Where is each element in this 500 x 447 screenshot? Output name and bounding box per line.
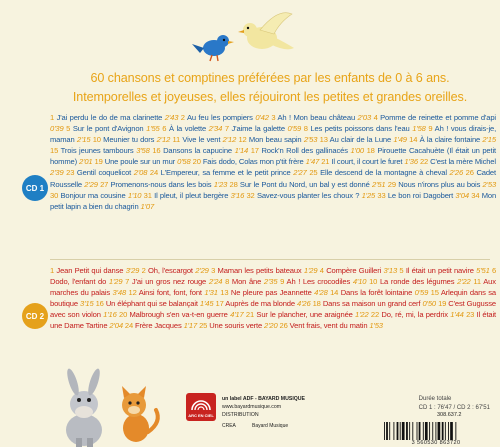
track-title: Une poule sur un mur bbox=[104, 157, 176, 167]
track-duration: 2'53 bbox=[303, 135, 318, 145]
track-item bbox=[142, 266, 209, 275]
track-title: L'Empereur, sa femme et le petit prince bbox=[160, 168, 291, 178]
track-title: Un éléphant qui se balançait bbox=[105, 299, 198, 309]
track-duration: 3'15 bbox=[80, 299, 94, 309]
track-duration: 1'14 bbox=[234, 146, 249, 156]
track-number: 3 bbox=[211, 266, 216, 275]
track-title: Fais dodo, Colas mon p'tit frère bbox=[202, 157, 304, 167]
track-number: 14 bbox=[330, 288, 339, 298]
track-item bbox=[199, 321, 278, 330]
duration-label: Durée totale bbox=[418, 396, 452, 402]
track-title: Auprès de ma blonde bbox=[225, 299, 295, 309]
track-duration: 0'50 bbox=[422, 299, 436, 309]
track-number: 2 bbox=[141, 266, 146, 275]
track-duration: 1'23 bbox=[213, 179, 228, 189]
track-title: Dans sa maison un grand cerf bbox=[322, 299, 421, 309]
barcode-bar bbox=[386, 422, 388, 440]
track-number: 22 bbox=[419, 157, 429, 167]
track-duration: 2'26 bbox=[449, 168, 464, 178]
barcode-bar bbox=[438, 422, 441, 440]
track-title: Ah ! Les crocodiles bbox=[286, 277, 351, 287]
track-number: 34 bbox=[471, 190, 480, 200]
track-item bbox=[181, 113, 269, 122]
track-title: Dans la forêt lointaine bbox=[340, 288, 413, 298]
track-number: 26 bbox=[465, 168, 474, 178]
track-item bbox=[321, 157, 418, 166]
track-item bbox=[50, 266, 139, 275]
track-title: Sur le pont d'Avignon bbox=[72, 124, 144, 134]
track-item bbox=[320, 135, 407, 144]
track-title: Savez-vous planter les choux ? bbox=[256, 190, 360, 200]
track-title: Frère Jacques bbox=[135, 321, 182, 331]
track-number: 30 bbox=[50, 190, 59, 200]
track-duration: 1'58 bbox=[412, 124, 426, 134]
track-number: 8 bbox=[225, 277, 230, 287]
track-number: 23 bbox=[466, 310, 475, 320]
track-duration: 1'29 bbox=[108, 277, 123, 287]
track-title: C'est la mère Michel bbox=[430, 157, 496, 167]
divider bbox=[50, 259, 490, 260]
barcode-bar bbox=[397, 422, 399, 440]
track-duration: 1'07 bbox=[140, 201, 155, 211]
track-title: Dansons la capucine bbox=[163, 146, 232, 156]
track-item bbox=[246, 191, 375, 200]
barcode-bar bbox=[417, 422, 418, 440]
track-number: 1 bbox=[50, 266, 55, 275]
track-duration: 1'17 bbox=[183, 321, 198, 331]
track-duration: 2'35 bbox=[263, 277, 278, 287]
barcode-bar bbox=[445, 422, 446, 440]
track-number: 1 bbox=[50, 113, 55, 122]
track-item bbox=[225, 124, 301, 133]
track-item bbox=[313, 299, 436, 308]
track-number: 20 bbox=[192, 157, 201, 167]
track-title: Au clair de la Lune bbox=[329, 135, 392, 145]
track-duration: 0'42 bbox=[255, 113, 269, 122]
track-title: Rock'n Roll des gallinacés bbox=[261, 146, 348, 156]
track-item bbox=[216, 299, 311, 308]
track-item bbox=[100, 180, 227, 189]
track-item bbox=[238, 135, 317, 144]
barcode-bar bbox=[435, 422, 436, 440]
barcode-bar bbox=[448, 422, 449, 440]
track-number: 17 bbox=[250, 146, 259, 156]
track-duration: 1'29 bbox=[303, 266, 318, 275]
barcode-number: 3 560530 863720 bbox=[411, 440, 461, 446]
track-title: Compère Guilleri bbox=[326, 266, 382, 275]
track-title: Bonjour ma cousine bbox=[60, 190, 126, 200]
track-item bbox=[66, 168, 147, 177]
track-number: 29 bbox=[387, 179, 396, 189]
track-item bbox=[144, 191, 245, 200]
track-number: 19 bbox=[94, 157, 103, 167]
bayard-musique-logo: Bayard Musique bbox=[252, 423, 289, 429]
barcode-bar bbox=[432, 422, 433, 440]
track-number: 15 bbox=[430, 288, 439, 298]
track-duration: 2'12 bbox=[222, 135, 237, 145]
crea-logo: CREA bbox=[222, 423, 236, 429]
track-number: 11 bbox=[172, 135, 181, 145]
track-item bbox=[50, 146, 150, 155]
track-duration: 2'43 bbox=[164, 113, 179, 122]
track-number: 10 bbox=[92, 135, 101, 145]
track-title: Il pleut, il pleut bergère bbox=[154, 190, 229, 200]
track-title: Vive le vent bbox=[182, 135, 221, 145]
track-title: Mon âne bbox=[231, 277, 262, 287]
track-title: Jean Petit qui danse bbox=[56, 266, 124, 275]
track-number: 25 bbox=[309, 168, 318, 178]
track-title: Promenons-nous dans les bois bbox=[110, 179, 212, 189]
track-number: 12 bbox=[238, 135, 247, 145]
cd1-tracklist bbox=[50, 112, 496, 212]
track-title: Oh, l'escargot bbox=[148, 266, 193, 275]
barcode-bar bbox=[409, 422, 410, 440]
track-duration: 0'59 bbox=[414, 288, 429, 298]
track-item bbox=[320, 266, 397, 275]
track-duration: 3'13 bbox=[383, 266, 398, 275]
track-number: 8 bbox=[303, 124, 308, 134]
track-number: 16 bbox=[152, 146, 161, 156]
track-number: 20 bbox=[119, 310, 128, 320]
barcode-bar bbox=[402, 422, 405, 440]
track-duration: 2'01 bbox=[78, 157, 93, 167]
track-duration: 1'31 bbox=[204, 288, 218, 298]
track-number: 5 bbox=[399, 266, 404, 275]
barcode-bar bbox=[442, 422, 444, 440]
track-item bbox=[246, 310, 369, 319]
barcode-bar bbox=[455, 422, 456, 440]
track-title: Ne pleure pas Jeannette bbox=[230, 288, 312, 298]
track-duration: 2'53 bbox=[482, 179, 497, 189]
track-duration: 2'15 bbox=[482, 135, 496, 145]
track-duration: 1'47 bbox=[305, 157, 320, 167]
track-item bbox=[371, 310, 464, 319]
track-item bbox=[211, 266, 317, 275]
track-duration: 2'15 bbox=[76, 135, 91, 145]
track-number: 32 bbox=[246, 190, 255, 200]
cat-icon bbox=[122, 386, 158, 442]
track-duration: 3'48 bbox=[112, 288, 127, 298]
track-duration: 0'59 bbox=[287, 124, 302, 134]
track-title: Gentil coquelicot bbox=[76, 168, 132, 178]
track-title: J'ai un gros nez rouge bbox=[131, 277, 207, 287]
track-duration: 2'03 bbox=[357, 113, 372, 122]
track-duration: 2'24 bbox=[208, 277, 223, 287]
cd2-badge: CD 2 bbox=[22, 303, 48, 329]
track-duration: 2'22 bbox=[457, 277, 471, 287]
track-number: 14 bbox=[409, 135, 418, 145]
label-line1: un label ADF - BAYARD MUSIQUE bbox=[222, 396, 306, 402]
track-title: Au feu les pompiers bbox=[186, 113, 253, 122]
track-duration: 1'16 bbox=[103, 310, 117, 320]
yellow-bird-icon bbox=[238, 13, 294, 50]
track-duration: 5'51 bbox=[476, 266, 490, 275]
birds-illustration bbox=[190, 8, 300, 66]
track-title: Maman les petits bateaux bbox=[217, 266, 302, 275]
label-info bbox=[222, 395, 305, 419]
label-distribution: DISTRIBUTION bbox=[222, 412, 259, 418]
track-number: 18 bbox=[312, 299, 321, 309]
track-duration: 3'29 bbox=[125, 266, 140, 275]
track-title: Trois jeunes tambours bbox=[60, 146, 134, 156]
track-number: 18 bbox=[366, 146, 375, 156]
track-duration: 2'29 bbox=[84, 179, 98, 189]
track-title: Pirouette Cacahuète (Il était un petit homme) bbox=[50, 146, 496, 167]
track-item bbox=[129, 288, 218, 297]
track-number: 13 bbox=[319, 135, 328, 145]
track-item bbox=[369, 277, 471, 286]
track-item bbox=[66, 124, 159, 133]
blue-bird-icon bbox=[192, 35, 234, 61]
track-duration: 3'16 bbox=[230, 190, 245, 200]
track-item bbox=[95, 157, 191, 166]
track-duration: 2'04 bbox=[109, 321, 123, 331]
track-title: À la claire fontaine bbox=[419, 135, 481, 145]
donkey-icon bbox=[65, 367, 102, 447]
track-title: Nous n'irons plus au bois bbox=[398, 179, 481, 189]
track-title: Aux marches du palais bbox=[50, 277, 496, 298]
track-title: Dodo, l'enfant do bbox=[50, 277, 107, 287]
track-duration: 1'49 bbox=[393, 135, 407, 145]
track-duration: 0'58 bbox=[177, 157, 191, 167]
track-number: 12 bbox=[128, 288, 137, 298]
track-number: 5 bbox=[66, 124, 71, 134]
track-number: 21 bbox=[245, 310, 255, 320]
track-item bbox=[377, 191, 469, 200]
barcode-bar bbox=[406, 422, 408, 440]
track-item bbox=[193, 157, 320, 166]
track-duration: 3'58 bbox=[136, 146, 150, 156]
track-duration: 4'17 bbox=[230, 310, 244, 320]
cd1-badge: CD 1 bbox=[22, 175, 48, 201]
track-item bbox=[125, 321, 197, 330]
track-item bbox=[119, 310, 244, 319]
track-duration: 2'08 bbox=[133, 168, 148, 178]
track-duration: 1'45 bbox=[199, 299, 214, 309]
track-number: 9 bbox=[280, 277, 285, 287]
barcode-bar bbox=[400, 422, 401, 440]
track-title: Ah ! vous dirais-je, maman bbox=[50, 124, 497, 145]
total-duration bbox=[419, 395, 490, 413]
track-duration: 1'10 bbox=[127, 190, 142, 200]
track-number: 24 bbox=[124, 321, 134, 331]
track-duration: 4'28 bbox=[314, 288, 328, 298]
track-item bbox=[309, 168, 463, 177]
track-duration: 2'20 bbox=[264, 321, 278, 331]
track-item bbox=[280, 321, 383, 330]
track-item bbox=[172, 135, 236, 144]
track-number: 33 bbox=[377, 190, 386, 200]
track-number: 10 bbox=[369, 277, 378, 287]
track-number: 3 bbox=[271, 113, 276, 122]
track-item bbox=[251, 146, 364, 155]
track-number: 9 bbox=[428, 124, 433, 134]
track-number: 16 bbox=[95, 299, 104, 309]
track-number: 21 bbox=[321, 157, 330, 167]
track-duration: 3'04 bbox=[455, 190, 469, 200]
track-duration: 1'25 bbox=[361, 190, 376, 200]
barcode-bar bbox=[423, 422, 424, 440]
track-item bbox=[304, 124, 426, 133]
animals-illustration bbox=[58, 360, 168, 447]
track-title: Ah ! Mon beau château bbox=[277, 113, 356, 122]
label-website[interactable]: www.bayardmusique.com bbox=[222, 404, 282, 410]
track-number: 22 bbox=[370, 310, 380, 320]
track-title: C'est Gugusse avec son violon bbox=[50, 299, 496, 320]
track-item bbox=[152, 146, 248, 155]
track-item bbox=[50, 191, 141, 200]
track-item bbox=[388, 180, 496, 189]
barcode-bar bbox=[384, 422, 385, 440]
track-title: Le bon roi Dagobert bbox=[387, 190, 454, 200]
track-item bbox=[271, 113, 371, 122]
track-number: 24 bbox=[149, 168, 159, 178]
headline bbox=[40, 69, 500, 107]
headline-line2: Intemporelles et joyeuses, elles réjouiront les petites et grandes oreilles. bbox=[72, 90, 468, 104]
track-title: Vent frais, vent du matin bbox=[289, 321, 368, 331]
barcode-bar bbox=[429, 422, 430, 440]
track-number: 25 bbox=[199, 321, 208, 331]
track-title: J'ai perdu le do de ma clarinette bbox=[56, 113, 163, 122]
duration-value: CD 1 : 76'47 / CD 2 : 67'51 bbox=[418, 405, 490, 411]
track-item bbox=[409, 135, 496, 144]
track-title: Mon beau sapin bbox=[248, 135, 302, 145]
track-duration: 1'00 bbox=[350, 146, 364, 156]
track-item bbox=[220, 288, 327, 297]
barcode-bar bbox=[425, 422, 428, 440]
track-title: Ainsi font, font, font bbox=[138, 288, 202, 298]
track-duration: 2'39 bbox=[50, 168, 64, 178]
track-number: 6 bbox=[162, 124, 167, 134]
label-logo-icon bbox=[186, 393, 216, 421]
track-duration: 2'51 bbox=[371, 179, 386, 189]
track-number: 26 bbox=[279, 321, 288, 331]
track-number: 7 bbox=[125, 277, 130, 287]
track-duration: 2'12 bbox=[156, 135, 171, 145]
track-number: 2 bbox=[180, 113, 185, 122]
track-title: Il était un petit navire bbox=[405, 266, 474, 275]
track-duration: 1'44 bbox=[450, 310, 464, 320]
track-number: 17 bbox=[215, 299, 224, 309]
track-number: 4 bbox=[373, 113, 378, 122]
track-title: Elle descend de la montagne à cheval bbox=[320, 168, 447, 178]
track-title: Malbrough s'en va-t-en guerre bbox=[129, 310, 228, 320]
track-title: Do, ré, mi, la perdrix bbox=[381, 310, 448, 320]
headline-line1: 60 chansons et comptines préférées par les enfants de 0 à 6 ans. bbox=[90, 71, 450, 85]
catalog-reference: 308.637.2 bbox=[437, 412, 462, 418]
track-duration: 1'55 bbox=[146, 124, 160, 134]
track-item bbox=[225, 277, 277, 286]
track-title: Cadet Rousselle bbox=[50, 168, 496, 189]
track-item bbox=[150, 168, 307, 177]
barcode-bar bbox=[419, 422, 421, 440]
track-item bbox=[125, 277, 222, 286]
track-duration: 4'10 bbox=[352, 277, 367, 287]
track-number: 7 bbox=[224, 124, 229, 134]
track-number: 28 bbox=[229, 179, 238, 189]
barcode-bar bbox=[393, 422, 394, 440]
track-title: La ronde des légumes bbox=[379, 277, 455, 287]
track-item bbox=[162, 124, 222, 133]
track-item bbox=[50, 113, 178, 122]
track-title: Les petits poissons dans l'eau bbox=[310, 124, 410, 134]
track-number: 11 bbox=[473, 277, 481, 287]
track-number: 31 bbox=[143, 190, 152, 200]
track-number: 4 bbox=[319, 266, 324, 275]
track-duration: 2'27 bbox=[293, 168, 307, 178]
track-item bbox=[280, 277, 366, 286]
track-title: Mon petit lapin a bien du chagrin bbox=[50, 190, 497, 211]
track-number: 6 bbox=[492, 266, 497, 275]
track-duration: 1'53 bbox=[369, 321, 383, 331]
track-duration: 2'29 bbox=[195, 266, 209, 275]
track-item bbox=[93, 135, 170, 144]
track-title: Arlequin dans sa boutique bbox=[50, 288, 496, 309]
track-number: 19 bbox=[438, 299, 447, 309]
track-title: Il court, il court le furet bbox=[331, 157, 403, 167]
barcode-bar bbox=[412, 422, 413, 440]
track-title: Meunier tu dors bbox=[103, 135, 155, 145]
track-title: Une souris verte bbox=[209, 321, 263, 331]
cd2-tracklist bbox=[50, 265, 496, 332]
track-number: 15 bbox=[50, 146, 59, 156]
track-title: Pomme de reinette et pomme d'api bbox=[380, 113, 496, 122]
barcode-bar bbox=[389, 422, 390, 440]
label-logo-text: ARC EN CIEL bbox=[188, 413, 214, 418]
barcode-bar bbox=[450, 422, 453, 440]
track-duration: 1'36 bbox=[404, 157, 418, 167]
track-duration: 4'26 bbox=[297, 299, 311, 309]
track-duration: 0'39 bbox=[50, 124, 64, 134]
track-title: Sur le Pont du Nord, un bal y est donné bbox=[239, 179, 370, 189]
track-duration: 2'34 bbox=[208, 124, 223, 134]
track-title: À la volette bbox=[168, 124, 207, 134]
track-number: 23 bbox=[66, 168, 75, 178]
track-item bbox=[230, 180, 386, 189]
track-item bbox=[96, 299, 214, 308]
track-title: J'aime la galette bbox=[231, 124, 285, 134]
track-number: 13 bbox=[220, 288, 229, 298]
track-item bbox=[399, 266, 489, 275]
track-title: Il était une Dame Tartine bbox=[50, 310, 496, 331]
track-number: 27 bbox=[100, 179, 109, 189]
track-item bbox=[330, 288, 428, 297]
track-title: Sur le plancher, une araignée bbox=[256, 310, 353, 320]
track-duration: 1'22 bbox=[355, 310, 369, 320]
